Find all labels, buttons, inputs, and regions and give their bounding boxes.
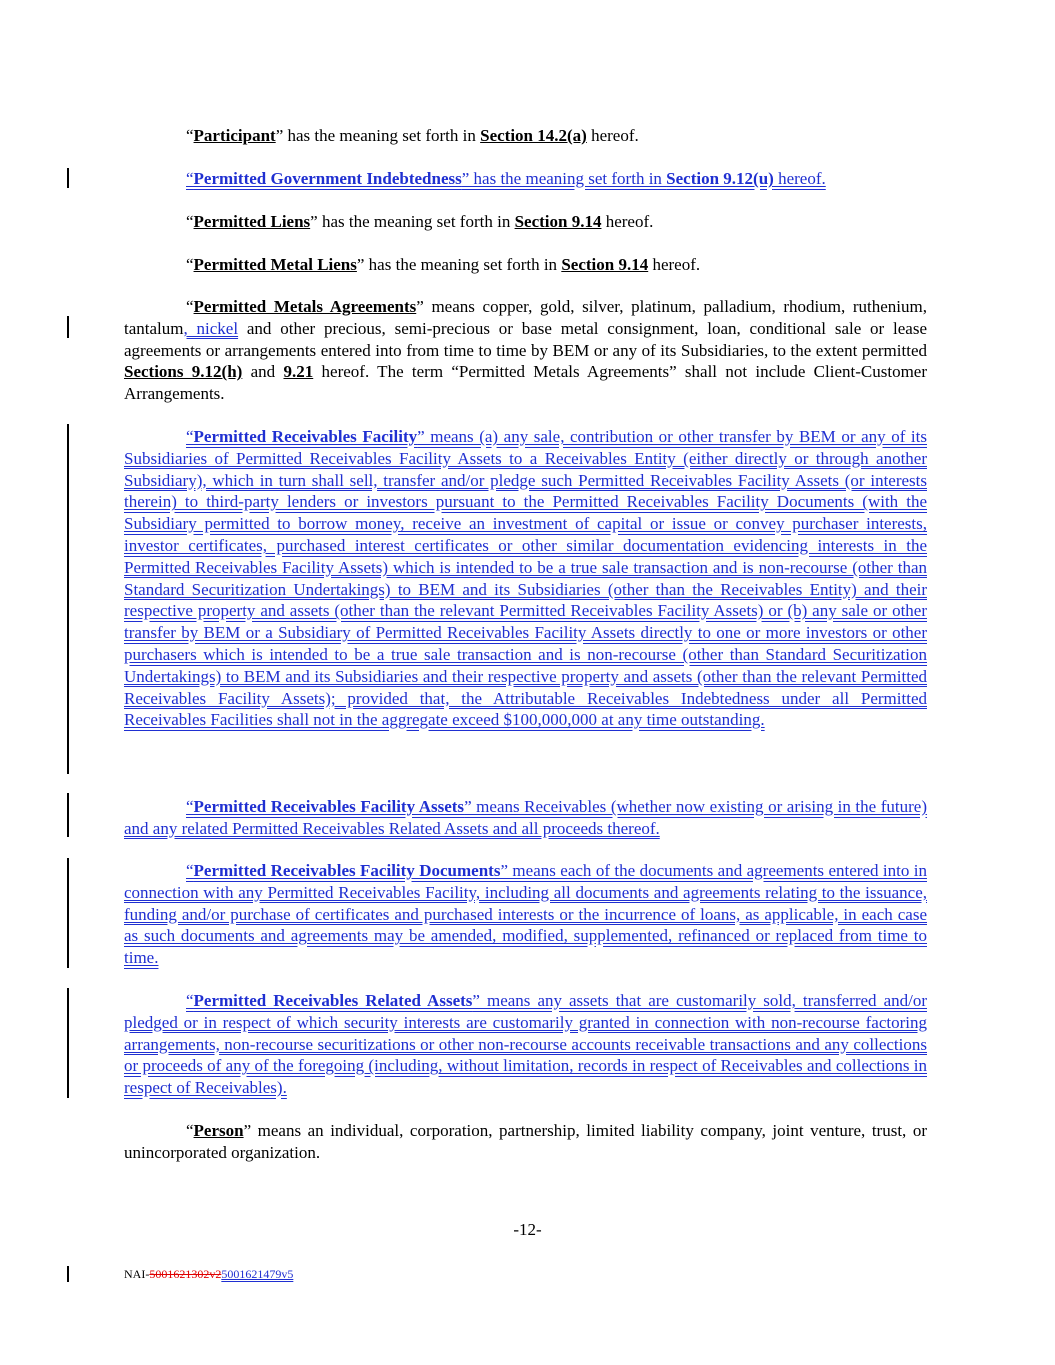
change-bar <box>67 793 69 837</box>
change-bar <box>67 424 69 774</box>
page-number: -12- <box>513 1220 542 1239</box>
defined-term: Permitted Receivables Facility Assets <box>193 797 465 816</box>
defined-term: Permitted Receivables Related Assets <box>193 991 473 1010</box>
defined-term: Person <box>193 1121 244 1140</box>
change-bar <box>67 1266 69 1282</box>
definition-person: “Person” means an individual, corporation, partnership, limited liability company, joint venture, trust, or unincorporated organization. <box>124 1121 927 1162</box>
section-reference: Section 14.2(a) <box>480 126 587 145</box>
change-bar <box>67 316 69 338</box>
definition-participant: “Participant” has the meaning set forth in Section 14.2(a) hereof. <box>186 126 639 145</box>
defined-term: Participant <box>193 126 276 145</box>
inserted-text: , nickel <box>183 318 239 338</box>
change-bar <box>67 988 69 1098</box>
defined-term: Permitted Metals Agreements <box>193 297 417 316</box>
definition-permitted-liens: “Permitted Liens” has the meaning set forth in Section 9.14 hereof. <box>186 212 654 231</box>
definition-permitted-metal-liens: “Permitted Metal Liens” has the meaning set forth in Section 9.14 hereof. <box>186 255 701 274</box>
defined-term: Permitted Metal Liens <box>193 255 357 274</box>
defined-term: Permitted Government Indebtedness <box>193 169 462 188</box>
section-reference: Section 9.12(u) <box>666 169 774 188</box>
section-reference: Section 9.14 <box>561 255 649 274</box>
defined-term: Permitted Receivables Facility <box>193 427 418 446</box>
change-bar <box>67 858 69 968</box>
definition-permitted-receivables-facility-documents: “Permitted Receivables Facility Documents” means each of the documents and agreements entered into in connection with any Permitted Receivables Facility, including all documents and agreements relating to the issuance, funding and/or purchase of certificates and purchased interests or the incurrence of loans, as applicable, in each case as such documents and agreements may be amended, modified, supplemented, refinanced or replaced from time to time. <box>124 861 927 968</box>
definition-permitted-receivables-facility: “Permitted Receivables Facility” means (a) any sale, contribution or other transfer by BEM or any of its Subsidiaries of Permitted Receivables Facility Assets to a Receivables Entity (either directly or through another Subsidiary), which in turn shall sell, transfer and/or pledge such Permitted Receivables Facility Assets (or interests therein) to third-party lenders or investors pursuant to the Permitted Receivables Facility Documents (with the Subsidiary permitted to borrow money, receive an investment of capital or issue or convey purchaser interests, investor certificates, purchased interest certificates or other similar documentation evidencing interests in the Permitted Receivables Facility Assets) which is intended to be a true sale transaction and is non-recourse (other than Standard Securitization Undertakings) to BEM and its Subsidiaries (other than the Receivables Entity) and their respective property and assets (other than the relevant Permitted Receivables Facility Assets) or (b) any sale or other transfer by BEM or a Subsidiary of Permitted Receivables Facility Assets directly to one or more investors or other purchasers which is intended to be a true sale transaction and is non-recourse (other than Standard Securitization Undertakings) to BEM and its Subsidiaries and their respective property and assets (other than the relevant Permitted Receivables Facility Assets); provided that, the Attributable Receivables Indebtedness under all Permitted Receivables Facilities shall not in the aggregate exceed $100,000,000 at any time outstanding. <box>124 427 927 730</box>
inserted-doc-id: 5001621479v5 <box>221 1267 294 1281</box>
section-reference: Section 9.14 <box>514 212 602 231</box>
definition-permitted-government-indebtedness: “Permitted Government Indebtedness” has the meaning set forth in Section 9.12(u) hereof. <box>186 169 826 188</box>
section-reference: Sections 9.12(h) <box>124 362 243 382</box>
definition-permitted-receivables-related-assets: “Permitted Receivables Related Assets” means any assets that are customarily sold, transferred and/or pledged or in respect of which security interests are customarily granted in connection with non-recourse factoring arrangements, non-recourse securitizations or other non-recourse accounts receivable transactions and any collections or proceeds of any of the foregoing (including, without limitation, records in respect of Receivables and collections in respect of Receivables). <box>124 991 927 1098</box>
definition-permitted-metals-agreements: “Permitted Metals Agreements” means copper, gold, silver, platinum, palladium, rhodium, ruthenium, tantalum, nickel and other precious, semi-precious or base metal consignment, loan, conditional sale or lease agreements or arrangements entered into from time to time by BEM or any of its Subsidiaries, to the extent permitted Sections 9.12(h) and 9.21 hereof. The term “Permitted Metals Agreements” shall not include Client-Customer Arrangements. <box>124 297 928 404</box>
section-reference: 9.21 <box>283 362 314 382</box>
change-bar <box>67 168 69 188</box>
document-id: NAI-5001621302v25001621479v5 <box>124 1267 294 1281</box>
defined-term: Permitted Receivables Facility Documents <box>193 861 501 880</box>
definition-permitted-receivables-facility-assets: “Permitted Receivables Facility Assets” means Receivables (whether now existing or arising in the future) and any related Permitted Receivables Related Assets and all proceeds thereof. <box>124 797 928 838</box>
defined-term: Permitted Liens <box>193 212 311 231</box>
deleted-doc-id: 5001621302v2 <box>149 1267 222 1281</box>
